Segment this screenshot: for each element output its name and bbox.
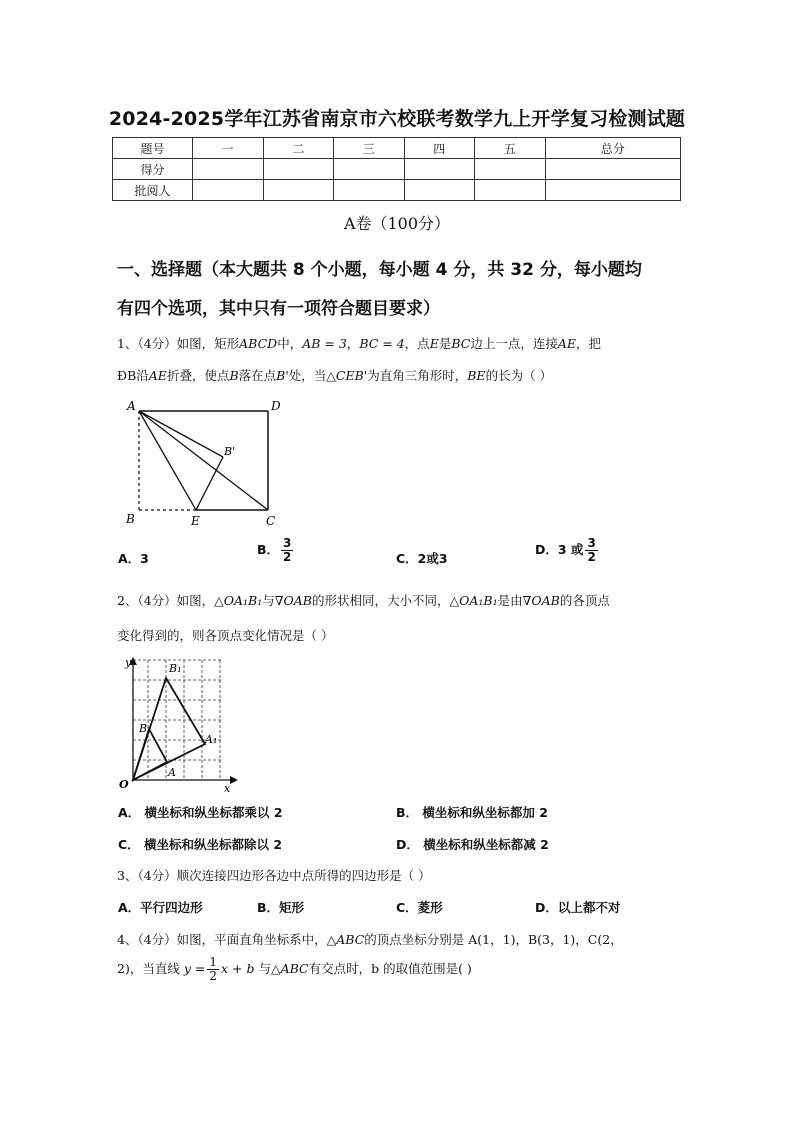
label-b1: B₁ [169, 662, 182, 675]
q3-text: 3、（4分）顺次连接四边形各边中点所得的四边形是（ ） [117, 868, 431, 883]
q1-option-a[interactable]: A．3 [118, 551, 149, 566]
label-c: C [266, 514, 276, 528]
row-label: 得分 [113, 159, 193, 180]
score-cell[interactable] [475, 159, 546, 180]
label-x: x [224, 782, 231, 794]
label-a: A [168, 766, 176, 779]
q2-option-c[interactable]: C． 横坐标和纵坐标都除以 2 [118, 837, 283, 852]
score-cell[interactable] [193, 159, 264, 180]
score-table-header-row [113, 138, 681, 159]
header-cell: 二 [263, 138, 334, 159]
label-e: E [191, 514, 200, 528]
reviewer-cell[interactable] [263, 180, 334, 201]
q3-option-d[interactable]: D．以上都不对 [535, 900, 621, 915]
score-cell[interactable] [545, 159, 681, 180]
section-a-title: A卷（100分） [343, 214, 451, 233]
label-b: B [126, 512, 135, 526]
header-cell: 总分 [545, 138, 681, 159]
row-label: 批阅人 [113, 180, 193, 201]
score-cell[interactable] [334, 159, 405, 180]
header-cell: 五 [475, 138, 546, 159]
score-cell[interactable] [263, 159, 334, 180]
part1-heading-line1: 一、选择题（本大题共 8 个小题，每小题 4 分，共 32 分，每小题均 [117, 260, 642, 280]
q4-line1: 4、（4分）如图，平面直角坐标系中，△ABC的顶点坐标分别是 A(1，1)，B(3，1)，C(2， [117, 932, 623, 947]
score-table [112, 137, 681, 201]
q2-line1: 2、（4分）如图，△OA₁B₁与∇OAB的形状相同，大小不同，△OA₁B₁是由∇OAB的各顶点 [117, 593, 610, 608]
q1-option-c[interactable]: C．2或3 [396, 551, 448, 566]
score-cell[interactable] [404, 159, 475, 180]
fraction: $\frac{3}{2}$ [283, 536, 292, 564]
reviewer-cell[interactable] [545, 180, 681, 201]
reviewer-row [113, 180, 681, 201]
score-row [113, 159, 681, 180]
header-cell: 三 [334, 138, 405, 159]
header-cell: 四 [404, 138, 475, 159]
header-cell: 一 [193, 138, 264, 159]
fraction: $\frac{3}{2}$ [587, 536, 596, 564]
q2-option-b[interactable]: B． 横坐标和纵坐标都加 2 [396, 805, 548, 820]
q2-option-a[interactable]: A． 横坐标和纵坐标都乘以 2 [118, 805, 283, 820]
grid [133, 660, 221, 780]
q1-option-d[interactable]: D．3 或 $\frac{3}{2}$ [535, 536, 596, 564]
q1-line1: 1、（4分）如图，矩形ABCD中，AB = 3，BC = 4，点E是BC边上一点，连接AE，把 [117, 336, 601, 351]
header-cell: 题号 [113, 138, 193, 159]
page-title: 2024-2025学年江苏省南京市六校联考数学九上开学复习检测试题 [108, 108, 686, 130]
q1-figure [118, 394, 288, 530]
q3-option-a[interactable]: A．平行四边形 [118, 900, 203, 915]
q1-option-b[interactable]: B． $\frac{3}{2}$ [257, 536, 292, 564]
label-a1: A₁ [205, 733, 218, 746]
label-d: D [271, 399, 281, 413]
q1-line2: ÐB沿AE折叠，使点B落在点B'处，当△CEB'为直角三角形时，BE的长为（ ） [117, 368, 553, 383]
part1-heading-line2: 有四个选项，其中只有一项符合题目要求） [117, 299, 440, 319]
q3-option-b[interactable]: B．矩形 [257, 900, 305, 915]
reviewer-cell[interactable] [475, 180, 546, 201]
label-a: A [127, 399, 136, 413]
q2-line2: 变化得到的，则各顶点变化情况是（ ） [117, 628, 334, 643]
line-ae [139, 411, 196, 510]
label-b: B [139, 722, 148, 735]
q4-line2: 2)，当直线 y = $\frac{1}{2}$ x + b 与△ABC有交点时，b 的取值范围是( ) [117, 955, 472, 983]
label-b-prime: B' [224, 445, 236, 458]
q2-option-d[interactable]: D． 横坐标和纵坐标都减 2 [396, 837, 549, 852]
label-o: O [119, 778, 129, 791]
fraction: $\frac{1}{2}$ [209, 955, 217, 983]
reviewer-cell[interactable] [193, 180, 264, 201]
reviewer-cell[interactable] [404, 180, 475, 201]
q2-figure [116, 654, 246, 794]
q3-option-c[interactable]: C．菱形 [396, 900, 443, 915]
label-y: y [125, 656, 132, 669]
x-axis-arrow [230, 776, 238, 784]
reviewer-cell[interactable] [334, 180, 405, 201]
